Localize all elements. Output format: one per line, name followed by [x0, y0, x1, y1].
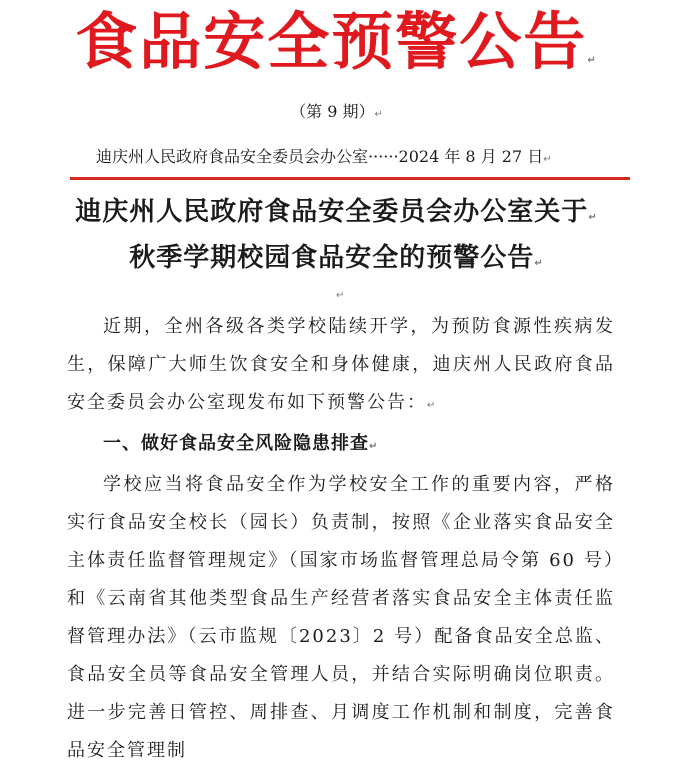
dot-leader: ······: [368, 147, 399, 166]
section-1-paragraph: 学校应当将食品安全作为学校安全工作的重要内容，严格实行食品安全校长（园长）负责制，按照《企业落实食品安全主体责任监督管理规定》（国家市场监督管理总局令第 60 号）和《云南省其他类型食品生产经营者落实食品安全主体责任监督管理办法》（云市监规〔2023〕2 号）配备食品安全总监、食品安全员等食品安全管理人员，并结合实际明确岗位职责。进一步完善日管控、周排查、月调度工作机制和制度，完善食品安全管理制: [67, 474, 615, 761]
issue-number: （第 9 期）: [290, 102, 375, 121]
intro-paragraph: 近期，全州各级各类学校陆续开学，为预防食源性疾病发生，保障广大师生饮食安全和身体健康，迪庆州人民政府食品安全委员会办公室现发布如下预警公告：↵: [67, 316, 615, 413]
issuer-line: [96, 145, 552, 172]
blank-line-mark: ↵: [336, 290, 345, 301]
header-title: 食品安全预警公告: [75, 5, 588, 78]
document-title-line-2: 秋季学期校园食品安全的预警公告↵: [129, 243, 544, 273]
document-title-line-1: 迪庆州人民政府食品安全委员会办公室关于↵: [75, 197, 598, 227]
paragraph-mark: ↵: [587, 55, 598, 66]
document-body: [67, 308, 615, 770]
issue-date: 2024 年 8 月 27 日: [398, 147, 544, 166]
red-header: [0, 6, 673, 97]
red-divider: [70, 177, 630, 180]
document-title: [0, 192, 673, 284]
issue-number-line: [0, 100, 673, 127]
section-1-heading: 一、做好食品安全风险隐患排查↵: [103, 433, 379, 454]
paragraph-mark: ↵: [374, 109, 383, 120]
issuing-office: 迪庆州人民政府食品安全委员会办公室: [96, 147, 369, 166]
paragraph-mark: ↵: [543, 154, 552, 165]
